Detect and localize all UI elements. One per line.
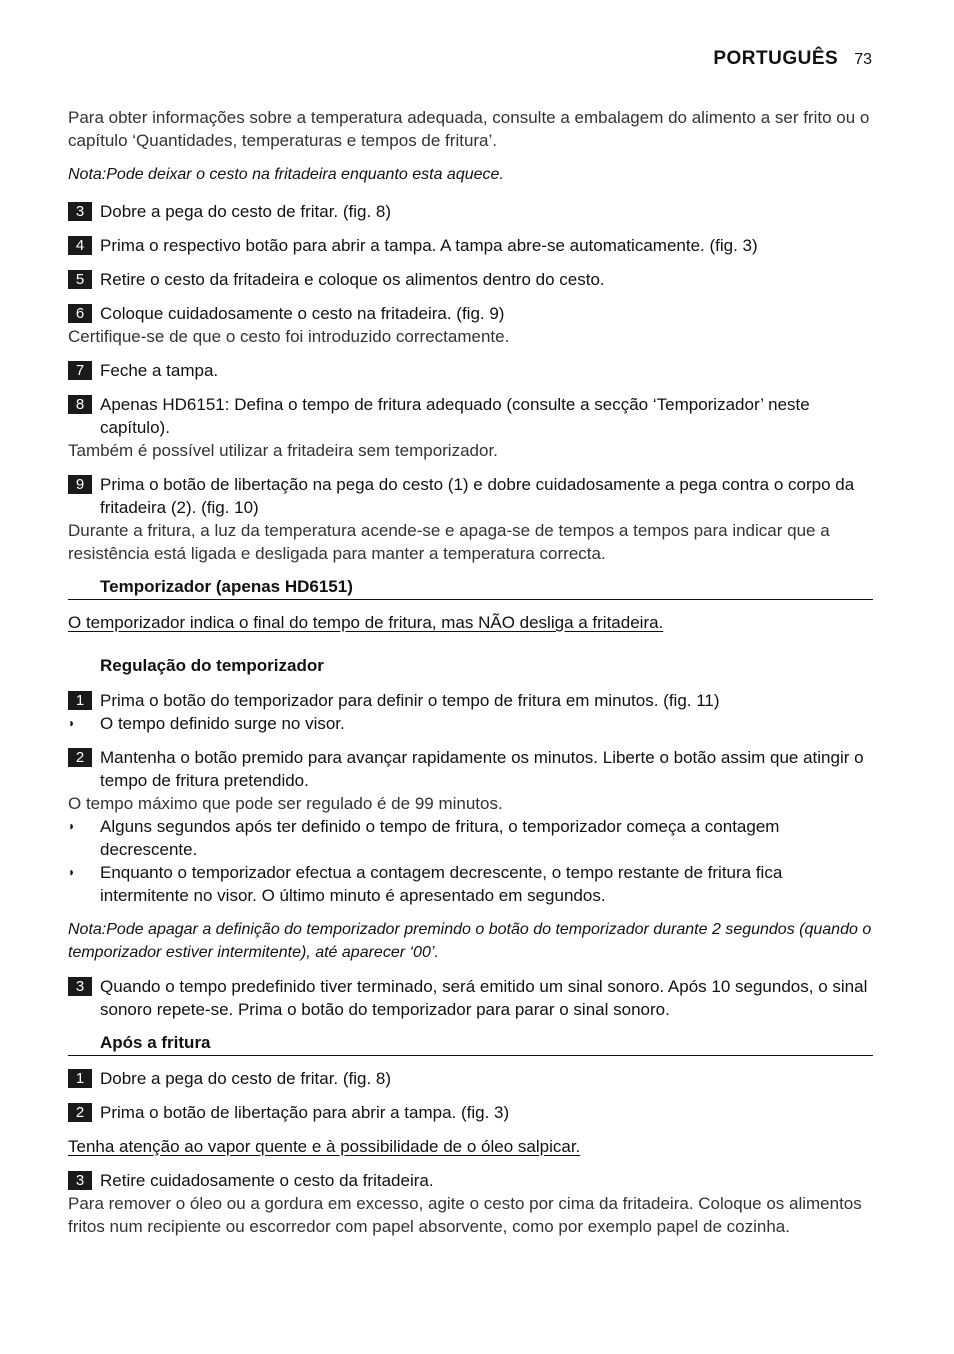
step-number: 5 bbox=[68, 270, 92, 289]
note-reset-timer: Nota:Pode apagar a definição do temporizador premindo o botão do temporizador durante 2 segundos (quando o temporizador estiver intermitente), até aparecer ‘00’. bbox=[68, 921, 872, 961]
step-number: 3 bbox=[68, 977, 92, 996]
bullet-text: Alguns segundos após ter definido o tempo de fritura, o temporizador começa a contagem decrescente. bbox=[100, 817, 780, 859]
step-text: Feche a tampa. bbox=[100, 361, 219, 380]
step-number: 7 bbox=[68, 361, 92, 380]
step-6 bbox=[68, 302, 873, 325]
step-4 bbox=[68, 234, 873, 257]
step-text: Mantenha o botão premido para avançar rapidamente os minutos. Liberte o botão assim que atingir o tempo de fritura pretendido. bbox=[100, 748, 864, 790]
step-text: Dobre a pega do cesto de fritar. (fig. 8) bbox=[100, 202, 392, 221]
bullet-text: Enquanto o temporizador efectua a contagem decrescente, o tempo restante de fritura fica intermitente no visor. O último minuto é apresentado em segundos. bbox=[100, 863, 783, 905]
after-step-2 bbox=[68, 1101, 873, 1124]
language-heading: PORTUGUÊS bbox=[713, 48, 839, 69]
timer-step-1 bbox=[68, 689, 873, 712]
step-text: Dobre a pega do cesto de fritar. (fig. 8) bbox=[100, 1069, 392, 1088]
step-3 bbox=[68, 200, 873, 223]
step-number: 2 bbox=[68, 1103, 92, 1122]
timer-step-2 bbox=[68, 746, 873, 792]
step-number: 3 bbox=[68, 202, 92, 221]
section-heading-after-frying: Após a fritura bbox=[68, 1031, 873, 1056]
step-number: 8 bbox=[68, 395, 92, 414]
bullet-icon: ◗ bbox=[68, 716, 76, 730]
note-preheat: Nota:Pode deixar o cesto na fritadeira enquanto esta aquece. bbox=[68, 166, 504, 183]
bullet-icon: ◗ bbox=[68, 819, 76, 833]
timer-step-3 bbox=[68, 975, 873, 1021]
step-text: Prima o respectivo botão para abrir a tampa. A tampa abre-se automaticamente. (fig. 3) bbox=[100, 236, 758, 255]
step-8 bbox=[68, 393, 873, 439]
step-8-note: Também é possível utilizar a fritadeira sem temporizador. bbox=[68, 441, 498, 460]
step-text: Prima o botão de libertação na pega do cesto (1) e dobre cuidadosamente a pega contra o corpo da fritadeira (2). (fig. 10) bbox=[100, 475, 855, 517]
intro-paragraph: Para obter informações sobre a temperatura adequada, consulte a embalagem do alimento a ser frito ou o capítulo ‘Quantidades, temperaturas e tempos de fritura’. bbox=[68, 108, 870, 150]
timer-step-2-note: O tempo máximo que pode ser regulado é de 99 minutos. bbox=[68, 794, 503, 813]
bullet-text: O tempo definido surge no visor. bbox=[100, 714, 345, 733]
bullet-icon: ◗ bbox=[68, 865, 76, 879]
after-step-3 bbox=[68, 1169, 873, 1192]
section-heading-timer-setting: Regulação do temporizador bbox=[100, 656, 324, 675]
page-content bbox=[68, 106, 873, 1238]
step-7 bbox=[68, 359, 873, 382]
step-9-note: Durante a fritura, a luz da temperatura acende-se e apaga-se de tempos a tempos para indicar que a resistência está ligada e desligada para manter a temperatura correcta. bbox=[68, 521, 830, 563]
step-text: Prima o botão de libertação para abrir a tampa. (fig. 3) bbox=[100, 1103, 510, 1122]
steam-warning: Tenha atenção ao vapor quente e à possibilidade de o óleo salpicar. bbox=[68, 1137, 581, 1156]
bullet-item bbox=[68, 815, 873, 861]
step-number: 2 bbox=[68, 748, 92, 767]
step-6-note: Certifique-se de que o cesto foi introduzido correctamente. bbox=[68, 327, 510, 346]
step-text: Retire cuidadosamente o cesto da fritadeira. bbox=[100, 1171, 434, 1190]
step-number: 9 bbox=[68, 475, 92, 494]
after-step-3-note: Para remover o óleo ou a gordura em excesso, agite o cesto por cima da fritadeira. Coloque os alimentos fritos num recipiente ou escorredor com papel absorvente, como por exemplo papel de cozinha. bbox=[68, 1194, 862, 1236]
bullet-item bbox=[68, 861, 873, 907]
step-text: Quando o tempo predefinido tiver terminado, será emitido um sinal sonoro. Após 10 segundos, o sinal sonoro repete-se. Prima o botão do temporizador para parar o sinal sonoro. bbox=[100, 977, 868, 1019]
after-step-1 bbox=[68, 1067, 873, 1090]
step-5 bbox=[68, 268, 873, 291]
section-heading-timer: Temporizador (apenas HD6151) bbox=[68, 575, 873, 600]
timer-warning: O temporizador indica o final do tempo de fritura, mas NÃO desliga a fritadeira. bbox=[68, 613, 664, 632]
step-9 bbox=[68, 473, 873, 519]
step-text: Prima o botão do temporizador para definir o tempo de fritura em minutos. (fig. 11) bbox=[100, 691, 720, 710]
bullet-item bbox=[68, 712, 873, 735]
step-number: 1 bbox=[68, 1069, 92, 1088]
page-header bbox=[713, 48, 872, 70]
step-text: Coloque cuidadosamente o cesto na fritadeira. (fig. 9) bbox=[100, 304, 505, 323]
step-text: Retire o cesto da fritadeira e coloque os alimentos dentro do cesto. bbox=[100, 270, 605, 289]
step-number: 6 bbox=[68, 304, 92, 323]
step-number: 3 bbox=[68, 1171, 92, 1190]
step-number: 4 bbox=[68, 236, 92, 255]
page-number: 73 bbox=[854, 51, 872, 68]
step-text: Apenas HD6151: Defina o tempo de fritura adequado (consulte a secção ‘Temporizador’ neste capítulo). bbox=[100, 395, 810, 437]
step-number: 1 bbox=[68, 691, 92, 710]
